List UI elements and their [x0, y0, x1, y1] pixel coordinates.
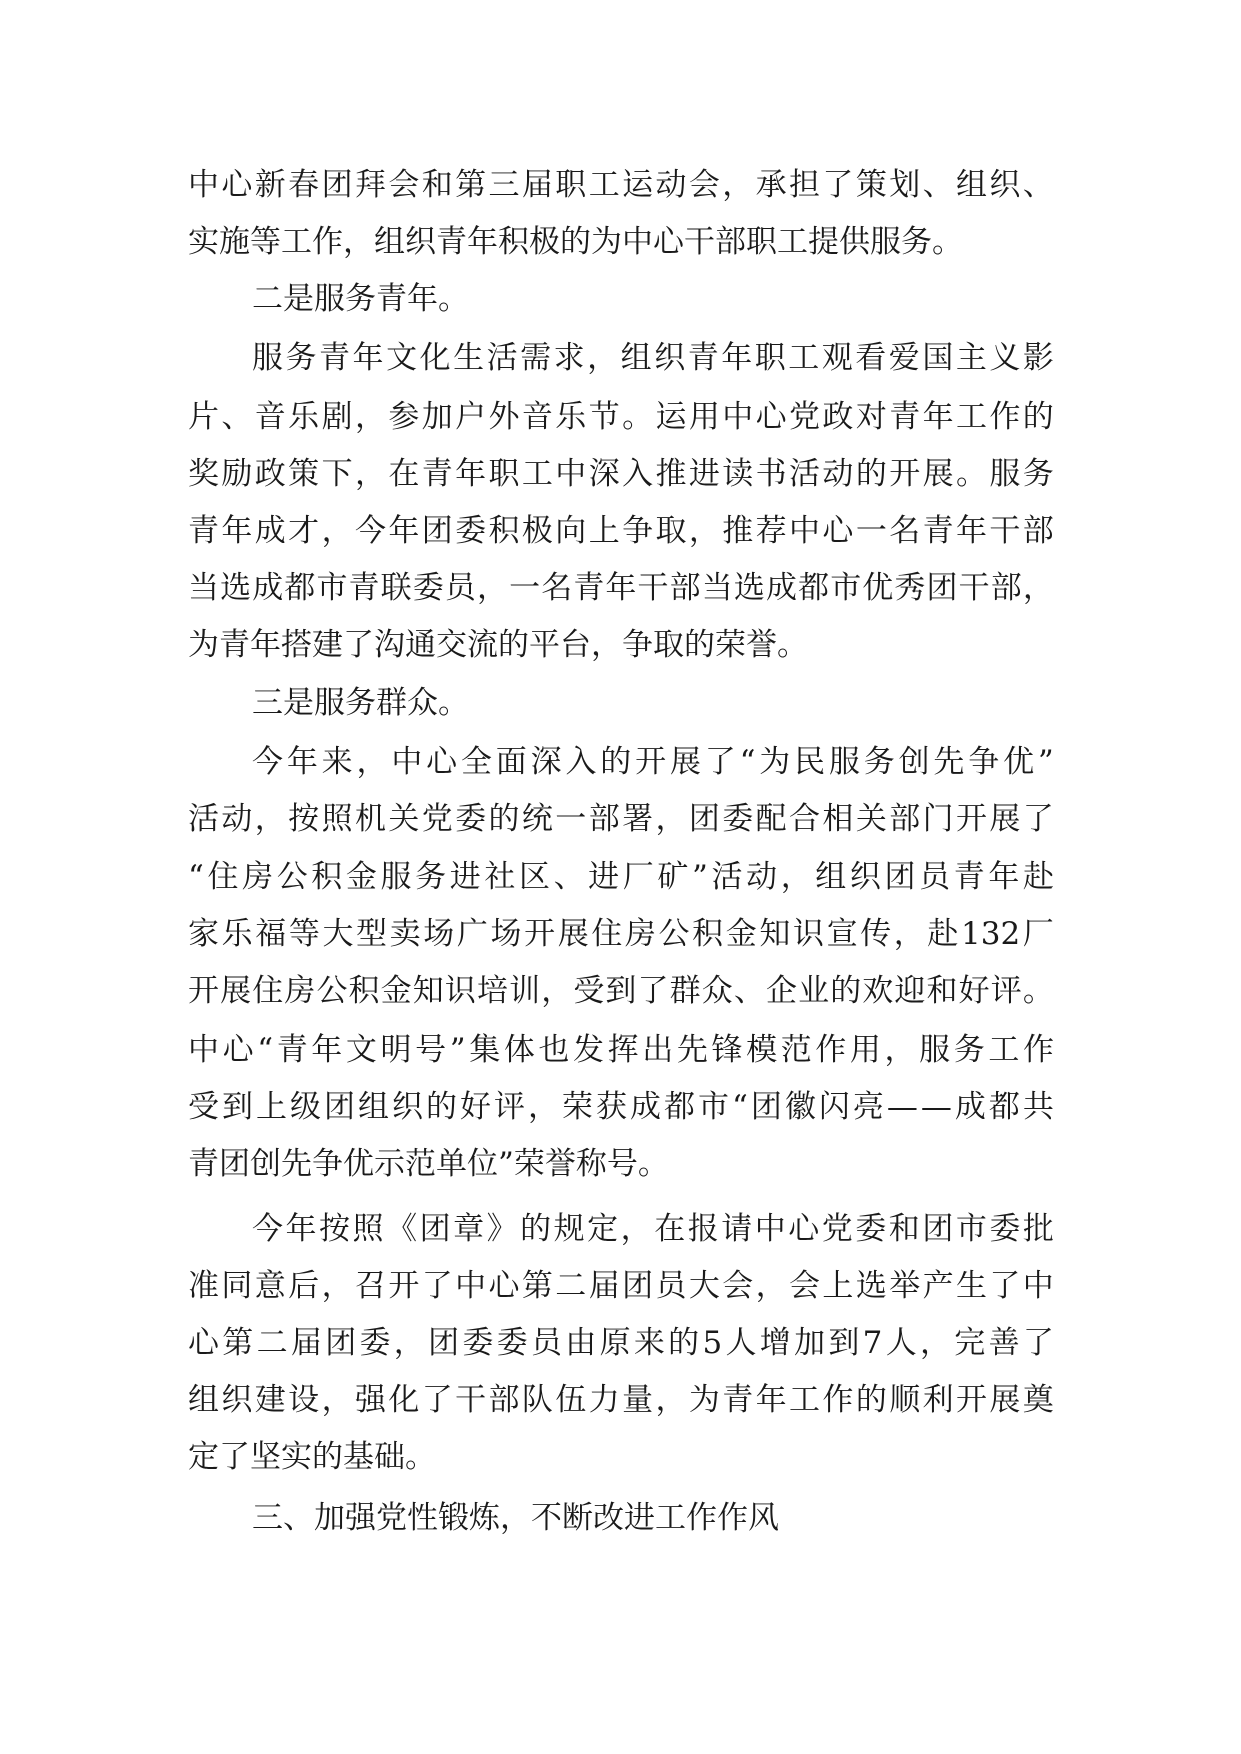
text-line: 心 第 二 届 团 委 ， 团 委 委 员 由 原 来 的 5 人 增 加 到 7 人 ， 完 善 了: [188, 1325, 1054, 1361]
text-line: 受 到 上 级 团 组 织 的 好 评 ， 荣 获 成 都 市 “ 团 徽 闪 亮 — — 成 都 共: [188, 1089, 1054, 1125]
text-line: 奖 励 政 策 下 ， 在 青 年 职 工 中 深 入 推 进 读 书 活 动 的 开 展 。 服 务: [188, 456, 1054, 492]
text-line: 服 务 青 年 文 化 生 活 需 求 ， 组 织 青 年 职 工 观 看 爱 国 主 义 影: [252, 340, 1054, 376]
text-line: 中 心 “ 青 年 文 明 号 ” 集 体 也 发 挥 出 先 锋 模 范 作 用 ， 服 务 工 作: [188, 1032, 1054, 1068]
text-line: “ 住 房 公 积 金 服 务 进 社 区 、 进 厂 矿 ” 活 动 ， 组 织 团 员 青 年 赴: [188, 859, 1054, 895]
text-line: 组 织 建 设 ， 强 化 了 干 部 队 伍 力 量 ， 为 青 年 工 作 的 顺 利 开 展 奠: [188, 1382, 1054, 1418]
text-line: 今 年 按 照 《 团 章 》 的 规 定 ， 在 报 请 中 心 党 委 和 团 市 委 批: [252, 1211, 1054, 1247]
text-line: 开 展 住 房 公 积 金 知 识 培 训 ， 受 到 了 群 众 、 企 业 的 欢 迎 和 好 评 。: [188, 973, 1054, 1009]
text-line: 活 动 ， 按 照 机 关 党 委 的 统 一 部 署 ， 团 委 配 合 相 关 部 门 开 展 了: [188, 801, 1054, 837]
text-line: 青 年 成 才 ， 今 年 团 委 积 极 向 上 争 取 ， 推 荐 中 心 一 名 青 年 干 部: [188, 513, 1054, 549]
text-line: 实施等工作，组织青年积极的为中心干部职工提供服务。: [188, 224, 963, 260]
text-line: 当 选 成 都 市 青 联 委 员 ， 一 名 青 年 干 部 当 选 成 都 市 优 秀 团 干 部 ，: [188, 570, 1054, 606]
text-line: 准 同 意 后 ， 召 开 了 中 心 第 二 届 团 员 大 会 ， 会 上 选 举 产 生 了 中: [188, 1268, 1054, 1304]
text-line: 定了坚实的基础。: [188, 1439, 436, 1475]
text-line: 为青年搭建了沟通交流的平台，争取的荣誉。: [188, 627, 808, 663]
section-heading: 二是服务青年。: [252, 281, 469, 317]
section-heading: 三、加强党性锻炼，不断改进工作作风: [252, 1500, 779, 1536]
text-line: 中 心 新 春 团 拜 会 和 第 三 届 职 工 运 动 会 ， 承 担 了 策 划 、 组 织 、: [188, 167, 1054, 203]
text-line: 片 、 音 乐 剧 ， 参 加 户 外 音 乐 节 。 运 用 中 心 党 政 对 青 年 工 作 的: [188, 399, 1054, 435]
text-line: 青团创先争优示范单位”荣誉称号。: [188, 1146, 669, 1182]
text-line: 家 乐 福 等 大 型 卖 场 广 场 开 展 住 房 公 积 金 知 识 宣 传 ， 赴 132 厂: [188, 916, 1054, 952]
section-heading: 三是服务群众。: [252, 685, 469, 721]
text-line: 今 年 来 ， 中 心 全 面 深 入 的 开 展 了 “ 为 民 服 务 创 先 争 优 ”: [252, 744, 1054, 780]
